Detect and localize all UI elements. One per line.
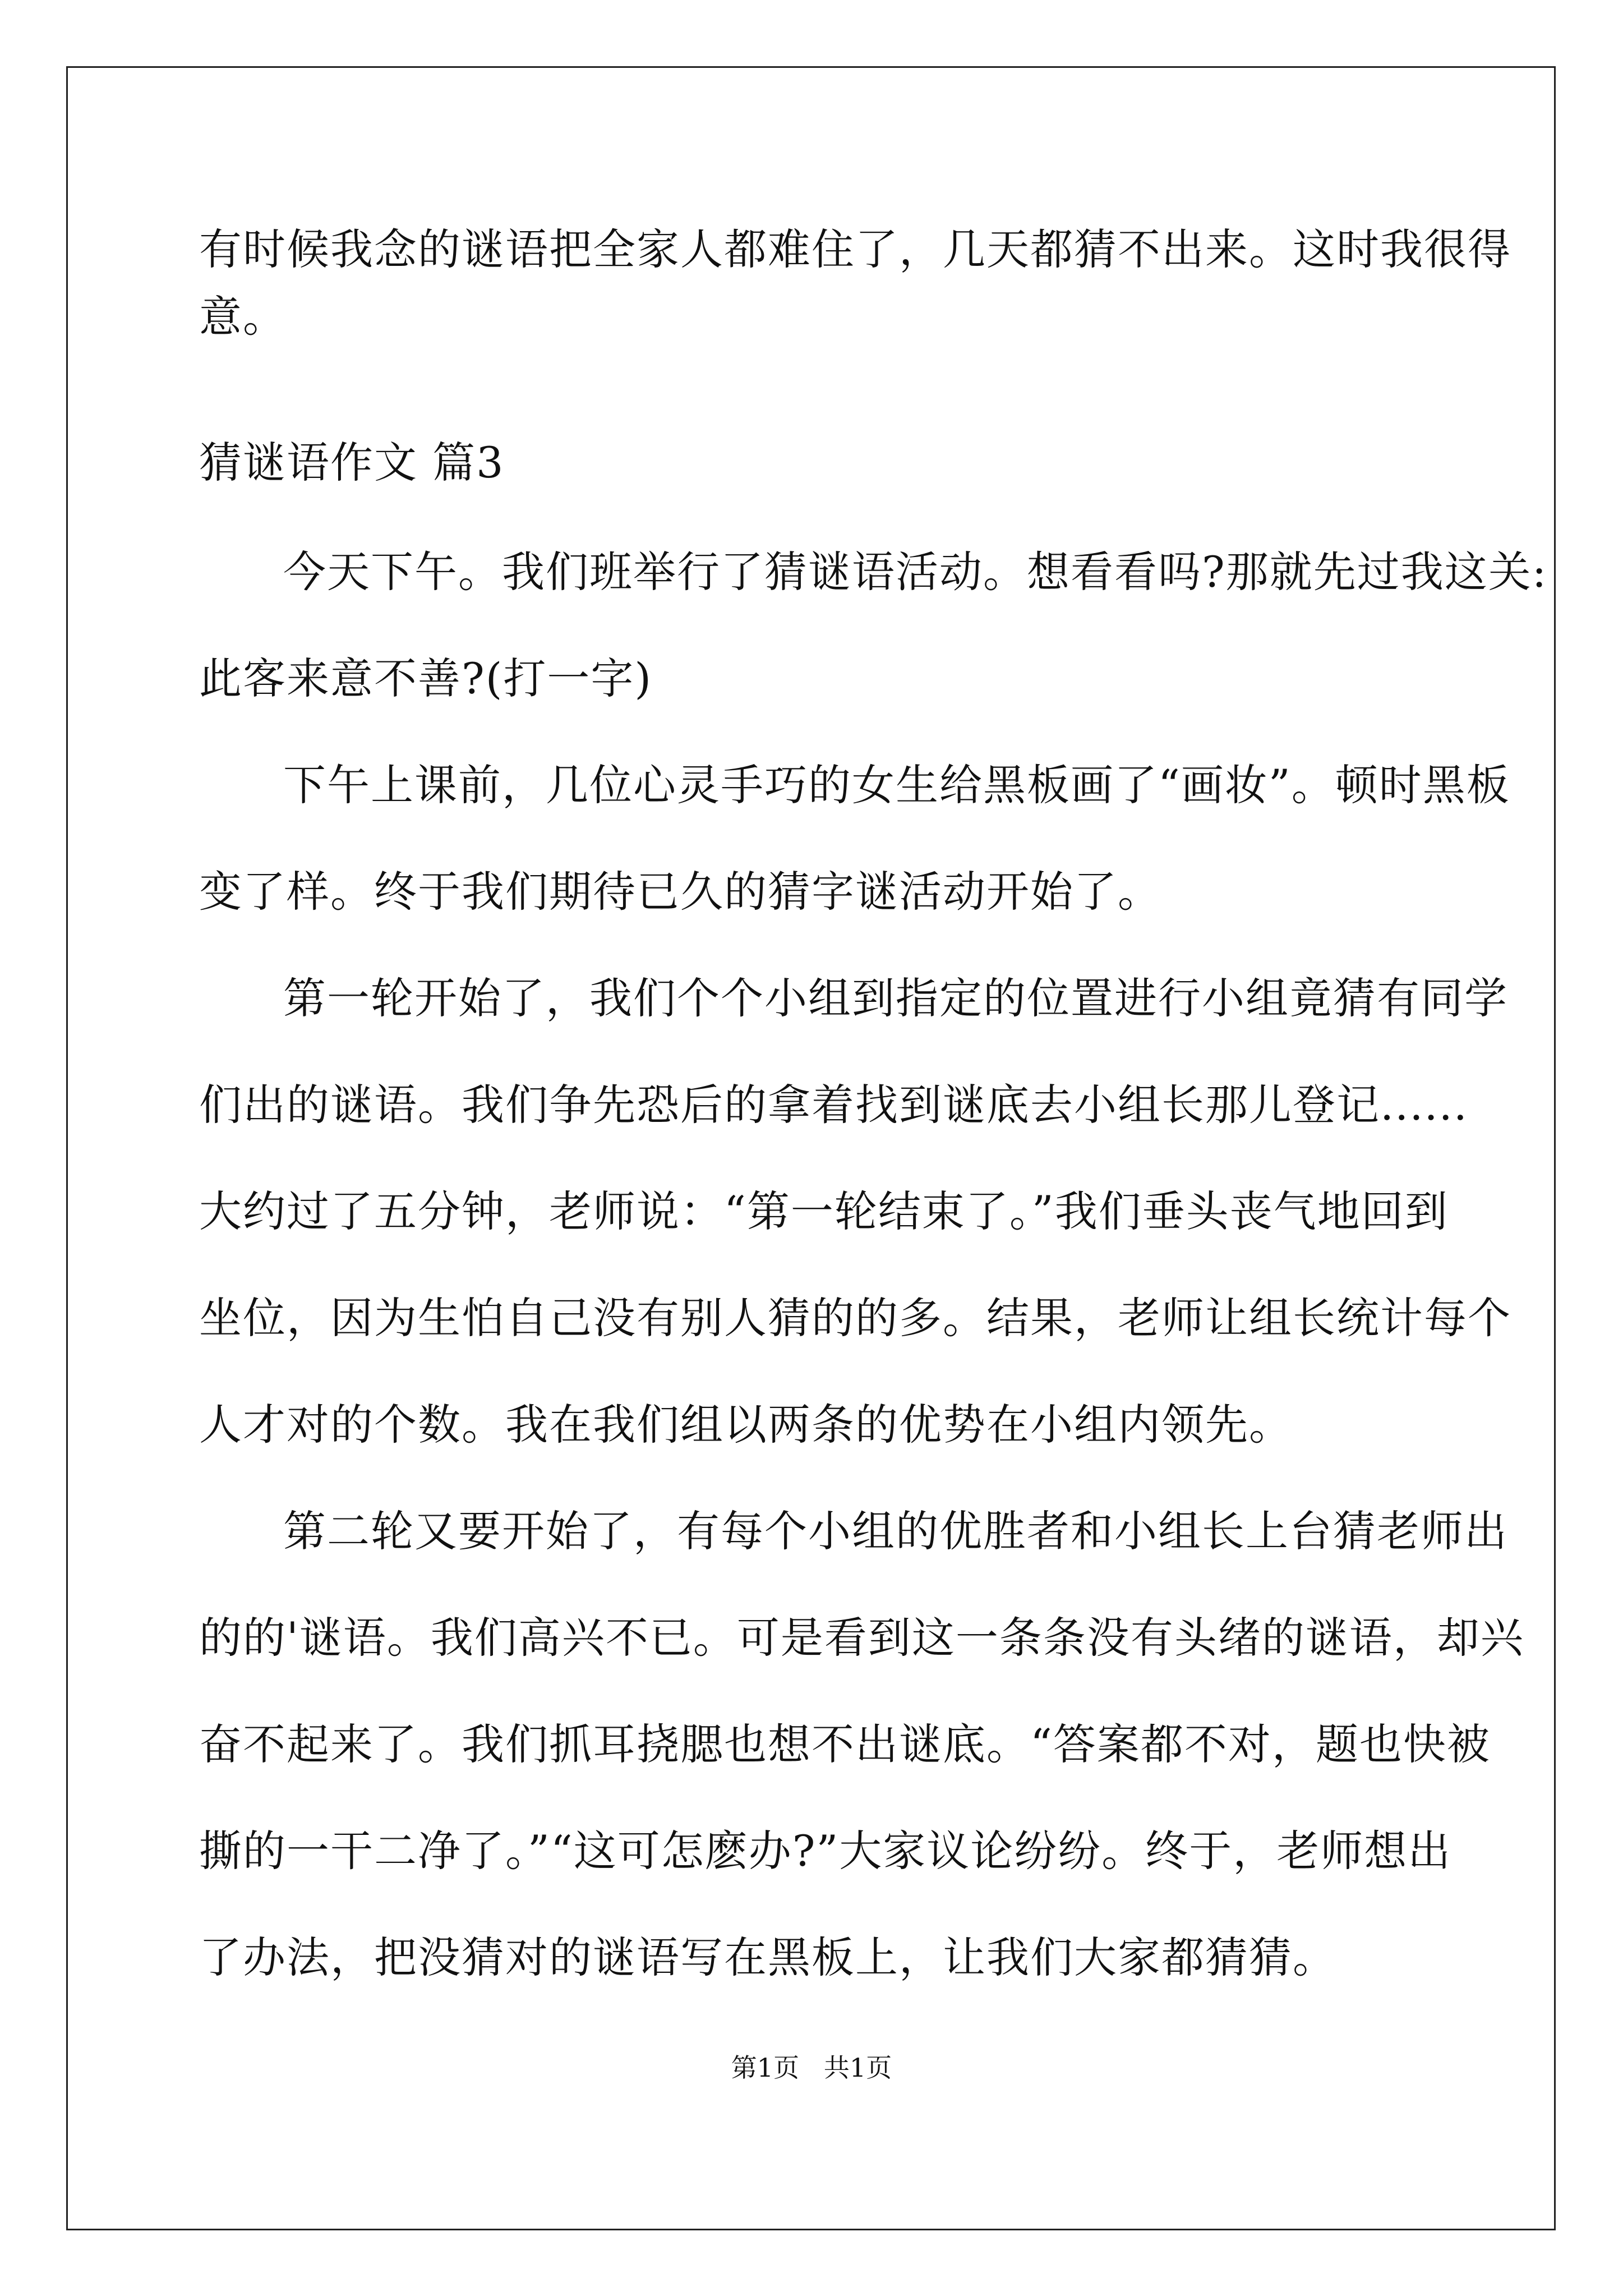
- paragraph-line: 下午上课前，几位心灵手巧的女生给黑板画了“画妆”。顿时黑板: [283, 760, 1510, 810]
- paragraph-line: 有时候我念的谜语把全家人都难住了，几天都猜不出来。这时我很得: [199, 224, 1511, 274]
- paragraph-line: 意。: [199, 292, 287, 342]
- page-border: [66, 66, 1556, 2230]
- paragraph-line: 大约过了五分钟，老师说：“第一轮结束了。”我们垂头丧气地回到: [199, 1186, 1449, 1236]
- paragraph-line: 第二轮又要开始了，有每个小组的优胜者和小组长上台猜老师出: [283, 1506, 1508, 1556]
- section-heading: 猜谜语作文 篇3: [199, 438, 505, 487]
- paragraph-line: 撕的一干二净了。”“这可怎麽办?”大家议论纷纷。终于，老师想出: [199, 1826, 1452, 1876]
- paragraph-line: 坐位，因为生怕自己没有别人猜的的多。结果，老师让组长统计每个: [199, 1293, 1511, 1343]
- page-footer: 第1页 共1页: [731, 2053, 892, 2083]
- paragraph-line: 了办法，把没猜对的谜语写在黑板上，让我们大家都猜猜。: [199, 1932, 1336, 1982]
- paragraph-line: 们出的谜语。我们争先恐后的拿着找到谜底去小组长那儿登记......: [199, 1080, 1468, 1130]
- paragraph-line: 今天下午。我们班举行了猜谜语活动。想看看吗?那就先过我这关:: [283, 547, 1548, 597]
- paragraph-line: 变了样。终于我们期待已久的猜字谜活动开始了。: [199, 867, 1161, 917]
- paragraph-line: 此客来意不善?(打一字): [199, 654, 653, 703]
- paragraph-line: 第一轮开始了，我们个个小组到指定的位置进行小组竟猜有同学: [283, 973, 1508, 1023]
- paragraph-line: 奋不起来了。我们抓耳挠腮也想不出谜底。“答案都不对，题也快被: [199, 1719, 1491, 1769]
- paragraph-line: 的的'谜语。我们高兴不已。可是看到这一条条没有头绪的谜语，却兴: [199, 1613, 1524, 1663]
- paragraph-line: 人才对的个数。我在我们组以两条的优势在小组内领先。: [199, 1400, 1293, 1450]
